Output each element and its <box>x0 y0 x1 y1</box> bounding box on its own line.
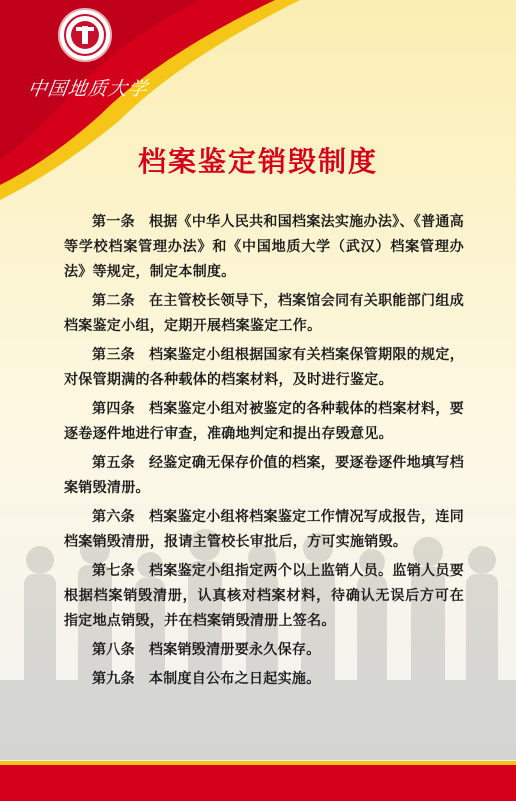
article-8: 第八条 档案销毁清册要永久保存。 <box>92 642 321 658</box>
university-seal-icon <box>58 8 112 62</box>
university-logo-text: 中国地质大学 <box>26 78 150 100</box>
article-3: 第三条 档案鉴定小组根据国家有关档案保管期限的规定，对保管期满的各种载体的档案材料，及时进行鉴定。 <box>64 347 464 388</box>
article-6: 第六条 档案鉴定小组将档案鉴定工作情况写成报告，连同档案销毁清册，报请主管校长审批后，方可实施销毁。 <box>64 509 464 550</box>
article-5: 第五条 经鉴定确无保存价值的档案，要逐卷逐件地填写档案销毁清册。 <box>64 455 464 496</box>
bottom-band <box>0 765 516 801</box>
article-4: 第四条 档案鉴定小组对被鉴定的各种载体的档案材料，要逐卷逐件地进行审查，准确地判定和提出存毁意见。 <box>64 401 464 442</box>
article-1: 第一条 根据《中华人民共和国档案法实施办法》、《普通高等学校档案管理办法》和《中国地质大学（武汉）档案管理办法》等规定，制定本制度。 <box>64 214 465 280</box>
page-title: 档案鉴定销毁制度 <box>137 145 378 178</box>
article-list <box>64 210 464 696</box>
article-2: 第二条 在主管校长领导下，档案馆会同有关职能部门组成档案鉴定小组，定期开展档案鉴定工作。 <box>64 293 464 334</box>
article-7: 第七条 档案鉴定小组指定两个以上监销人员。监销人员要根据档案销毁清册，认真核对档案材料，待确认无误后方可在指定地点销毁，并在档案销毁清册上签名。 <box>64 563 464 629</box>
article-9: 第九条 本制度自公布之日起实施。 <box>92 671 321 687</box>
